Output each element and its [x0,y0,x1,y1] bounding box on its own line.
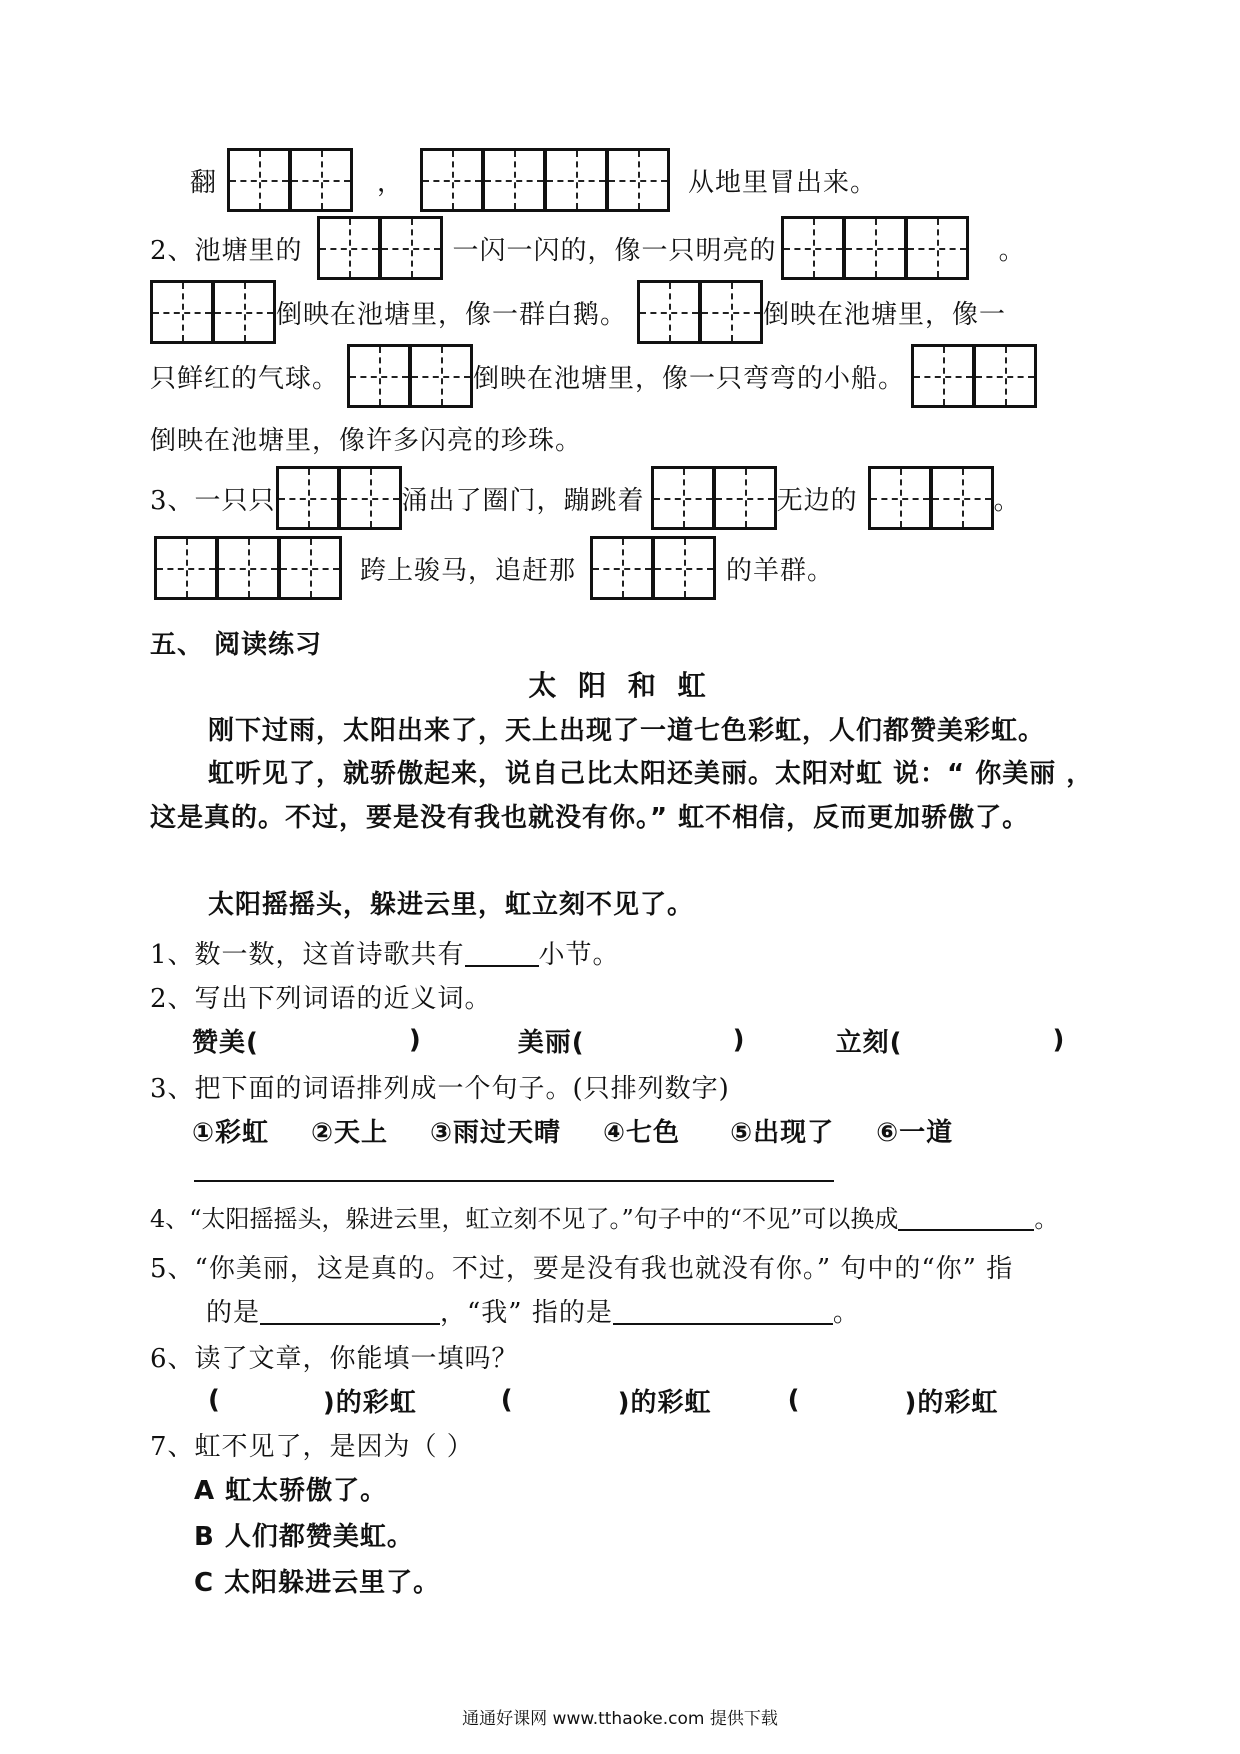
row-text: 的羊群。 [726,555,835,586]
writing-box-group[interactable] [911,344,1037,408]
row-text: 。 [993,485,1021,516]
writing-box-group[interactable] [420,148,670,212]
word-item: ①彩虹 [192,1117,270,1148]
paren-close: ) [1052,1025,1066,1055]
word-item: ②天上 [311,1117,389,1148]
writing-box-group[interactable] [317,216,443,280]
writing-box-group[interactable] [868,466,994,530]
writing-box-group[interactable] [590,536,716,600]
question-5: 5、“你美丽，这是真的。不过，要是没有我也就没有你。” 句中的“你” 指 [150,1253,1014,1284]
row-text: 从地里冒出来。 [688,167,878,198]
synonym-word-1: 赞美( [192,1027,259,1058]
row-text: 倒映在池塘里，像一 [763,299,1007,330]
writing-box-group[interactable] [227,148,353,212]
row-text: 2、池塘里的 [150,235,303,266]
option-a[interactable]: A 虹太骄傲了。 [194,1475,388,1506]
paren-close: ) [408,1025,422,1055]
word-item: ④七色 [603,1117,681,1148]
word-item: ⑥一道 [876,1117,954,1148]
answer-blank[interactable] [613,1295,833,1325]
rainbow-suffix: )的彩虹 [322,1387,417,1418]
question-text: 小节。 [538,939,620,970]
story-paragraph-3: 太阳摇摇头，躲进云里，虹立刻不见了。 [208,890,695,920]
fill-row-7 [154,538,834,598]
option-b[interactable]: B 人们都赞美虹。 [194,1521,414,1552]
question-text: 的是 [206,1297,261,1328]
question-text: 4、“太阳摇摇头，躲进云里，虹立刻不见了。”句子中的“不见”可以换成 [150,1204,899,1233]
row-text: 跨上骏马，追赶那 [360,555,577,586]
writing-box-group[interactable] [276,466,402,530]
row-text: 一闪一闪的，像一只明亮的 [452,235,777,266]
fill-row-6 [150,468,1021,528]
row-text: 翻 [190,167,218,198]
question-7: 7、虹不见了，是因为（ ） [150,1431,474,1462]
word-item: ⑤出现了 [730,1117,835,1148]
fill-row-2 [150,218,1026,278]
question-2: 2、写出下列词语的近义词。 [150,983,492,1014]
answer-blank[interactable] [465,937,539,967]
writing-box-group[interactable] [154,536,342,600]
synonym-word-2: 美丽( [517,1027,585,1058]
story-paragraph-1: 刚下过雨，太阳出来了，天上出现了一道七色彩虹，人们都赞美彩虹。 [208,716,1046,746]
paren-open: ( [787,1385,801,1415]
writing-box-group[interactable] [150,280,276,344]
row-text: 涌出了圈门，蹦跳着 [401,485,645,516]
row-text: 只鲜红的气球。 [150,363,340,394]
row-text: 3、一只只 [150,485,276,516]
story-paragraph-2: 虹听见了，就骄傲起来，说自己比太阳还美丽。太阳对虹 说：“ 你美丽 ，这是真的。不过，要是没有我也就没有你。” 虹不相信，反而更加骄傲了。 [150,759,1094,833]
writing-box-group[interactable] [637,280,763,344]
row-text: 。 [998,235,1026,266]
question-text: 。 [1034,1204,1059,1233]
word-list [192,1100,1092,1160]
question-text: 1、数一数，这首诗歌共有 [150,939,465,970]
writing-box-group[interactable] [651,466,777,530]
answer-line[interactable] [194,1180,834,1182]
fill-row-5 [150,408,582,468]
writing-box-group[interactable] [781,216,969,280]
writing-box-group[interactable] [347,344,473,408]
fill-row-3 [150,282,1006,342]
answer-blank[interactable] [898,1201,1034,1231]
row-text: 倒映在池塘里，像许多闪亮的珍珠。 [150,425,583,456]
question-3: 3、把下面的词语排列成一个句子。(只排列数字) [150,1073,730,1104]
story-title: 太 阳 和 虹 [528,669,712,702]
rainbow-suffix: )的彩虹 [904,1387,999,1418]
row-text: 无边的 [776,485,858,516]
question-text: 。 [832,1297,860,1328]
word-item: ③雨过天晴 [430,1117,562,1148]
paren-close: ) [732,1025,746,1055]
fill-row-1 [190,150,877,210]
row-text: ， [377,167,405,198]
rainbow-suffix: )的彩虹 [617,1387,712,1418]
paren-open: ( [500,1385,514,1415]
answer-blank[interactable] [260,1295,440,1325]
synonym-word-3: 立刻( [835,1027,903,1058]
option-c[interactable]: C 太阳躲进云里了。 [194,1567,441,1598]
row-text: 倒映在池塘里，像一只弯弯的小船。 [473,363,906,394]
section-heading: 五、 阅读练习 [150,629,323,660]
paren-open: ( [208,1385,221,1415]
row-text: 倒映在池塘里，像一群白鹅。 [276,299,628,330]
question-6: 6、读了文章，你能填一填吗？ [150,1343,519,1374]
footer-credit: 通通好课网 www.tthaoke.com 提供下载 [462,1709,778,1729]
fill-row-4 [150,346,1037,406]
question-text: ，“我” 指的是 [440,1297,613,1328]
